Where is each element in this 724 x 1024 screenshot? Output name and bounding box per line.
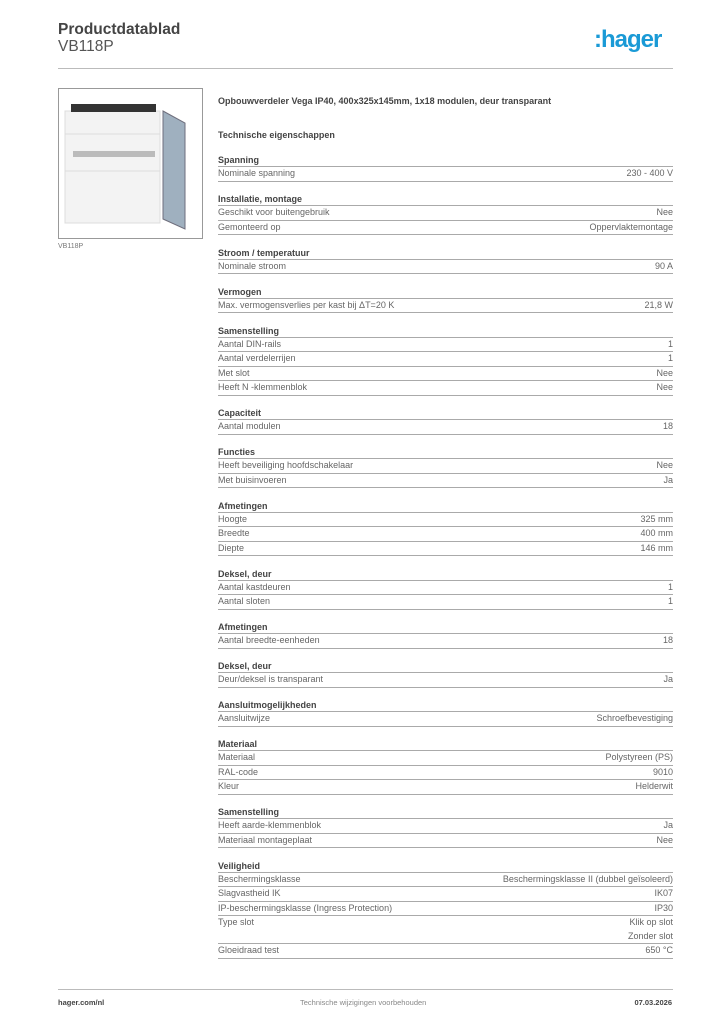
property-value: Oppervlaktemontage [589, 221, 673, 232]
property-section [218, 620, 673, 649]
table-row [218, 595, 673, 610]
table-row [218, 902, 673, 917]
section-heading: Stroom / temperatuur [218, 246, 673, 260]
footer-note: Technische wijzigingen voorbehouden [300, 998, 427, 1007]
table-row [218, 474, 673, 489]
property-label: Nominale stroom [218, 260, 287, 271]
page-title: Productdatablad [58, 21, 181, 38]
product-description: Opbouwverdeler Vega IP40, 400x325x145mm, 1x18 modulen, deur transparant [218, 96, 552, 106]
property-section [218, 285, 673, 314]
section-heading: Samenstelling [218, 805, 673, 819]
property-section [218, 737, 673, 795]
property-value: 230 - 400 V [626, 168, 673, 178]
property-value: 1 [667, 581, 673, 592]
properties-table [218, 153, 673, 969]
property-label: Materiaal [218, 752, 256, 762]
property-label: Gloeidraad test [218, 945, 280, 955]
property-label: Beschermingsklasse [218, 873, 301, 884]
table-row [218, 887, 673, 902]
property-label: Heeft N -klemmenblok [218, 382, 308, 392]
property-value: Helderwit [635, 781, 673, 791]
property-value: 9010 [652, 766, 673, 777]
property-label: Slagvastheid IK [218, 888, 281, 898]
section-heading: Aansluitmogelijkheden [218, 698, 673, 712]
property-section [218, 499, 673, 557]
section-title: Technische eigenschappen [218, 130, 335, 140]
product-code: VB118P [58, 38, 114, 55]
property-label: Deur/deksel is transparant [218, 674, 324, 684]
property-value: 18 [662, 635, 673, 645]
table-row [218, 766, 673, 781]
image-caption: VB118P [58, 243, 84, 250]
property-value: Polystyreen (PS) [605, 752, 673, 762]
property-value: Nee [656, 382, 673, 392]
header-divider [58, 68, 673, 69]
table-row [218, 459, 673, 474]
property-value: 1 [667, 596, 673, 606]
property-value: 325 mm [640, 513, 673, 524]
table-row [218, 527, 673, 542]
property-label: Met slot [218, 367, 250, 378]
table-row [218, 673, 673, 688]
property-value: IP30 [654, 902, 673, 913]
property-value: 18 [662, 421, 673, 431]
hager-logo: :hager [594, 26, 662, 53]
table-row [218, 338, 673, 353]
section-heading: Afmetingen [218, 620, 673, 634]
property-label: Aantal kastdeuren [218, 581, 291, 592]
property-section [218, 445, 673, 488]
property-value: Klik op slot Zonder slot [627, 917, 673, 941]
property-value: Beschermingsklasse II (dubbel geïsoleerd) [502, 873, 673, 884]
property-value: 90 A [654, 260, 673, 271]
section-heading: Installatie, montage [218, 192, 673, 206]
property-label: Nominale spanning [218, 168, 296, 178]
section-heading: Spanning [218, 153, 673, 167]
table-row [218, 834, 673, 849]
property-value: 21,8 W [644, 299, 673, 310]
section-heading: Materiaal [218, 737, 673, 751]
footer-site[interactable]: hager.com/nl [58, 998, 105, 1007]
table-row [218, 352, 673, 367]
footer-divider [58, 989, 673, 990]
property-value: 146 mm [640, 542, 673, 553]
section-heading: Capaciteit [218, 406, 673, 420]
property-label: Geschikt voor buitengebruik [218, 207, 330, 217]
table-row [218, 873, 673, 888]
property-section [218, 859, 673, 959]
property-value: Ja [663, 820, 673, 830]
property-section [218, 659, 673, 688]
property-section [218, 246, 673, 275]
property-value: Schroefbevestiging [596, 713, 673, 723]
property-value: 650 °C [645, 945, 673, 955]
table-row [218, 381, 673, 396]
property-value: 1 [667, 338, 673, 349]
table-row [218, 916, 673, 944]
property-label: Aantal modulen [218, 421, 281, 431]
table-row [218, 206, 673, 221]
table-row [218, 260, 673, 275]
property-section [218, 324, 673, 396]
table-row [218, 513, 673, 528]
section-heading: Veiligheid [218, 859, 673, 873]
table-row [218, 751, 673, 766]
property-label: Aantal breedte-eenheden [218, 635, 320, 645]
property-section [218, 406, 673, 435]
table-row [218, 420, 673, 435]
property-label: Kleur [218, 781, 240, 791]
table-row [218, 167, 673, 182]
property-label: RAL-code [218, 766, 259, 777]
section-heading: Samenstelling [218, 324, 673, 338]
property-label: Aansluitwijze [218, 713, 271, 723]
property-section [218, 567, 673, 610]
property-label: Gemonteerd op [218, 221, 281, 232]
table-row [218, 299, 673, 314]
property-label: Breedte [218, 528, 250, 538]
table-row [218, 944, 673, 959]
table-row [218, 542, 673, 557]
property-label: Diepte [218, 542, 245, 553]
property-label: Aantal DIN-rails [218, 338, 282, 349]
property-value: 1 [667, 353, 673, 363]
property-section [218, 153, 673, 182]
property-label: Met buisinvoeren [218, 474, 287, 485]
property-section [218, 192, 673, 235]
property-label: Heeft beveiliging hoofdschakelaar [218, 460, 354, 470]
property-label: Materiaal montageplaat [218, 834, 313, 845]
property-label: Aantal verdelerrijen [218, 353, 296, 363]
property-label: Max. vermogensverlies per kast bij ΔT=20 K [218, 299, 395, 310]
property-section [218, 805, 673, 848]
property-label: IP-beschermingsklasse (Ingress Protection) [218, 902, 393, 913]
property-value: Ja [663, 674, 673, 684]
footer-date: 07.03.2026 [634, 998, 672, 1007]
property-value: Nee [656, 834, 673, 845]
property-section [218, 698, 673, 727]
property-value: Nee [656, 460, 673, 470]
table-row [218, 819, 673, 834]
table-row [218, 780, 673, 795]
property-value: IK07 [654, 888, 673, 898]
section-heading: Deksel, deur [218, 567, 673, 581]
table-row [218, 581, 673, 596]
table-row [218, 634, 673, 649]
property-label: Type slot [218, 917, 255, 927]
property-label: Hoogte [218, 513, 248, 524]
table-row [218, 712, 673, 727]
property-label: Heeft aarde-klemmenblok [218, 820, 322, 830]
section-heading: Deksel, deur [218, 659, 673, 673]
product-image [58, 88, 203, 239]
property-value: Nee [656, 367, 673, 378]
section-heading: Afmetingen [218, 499, 673, 513]
section-heading: Functies [218, 445, 673, 459]
table-row [218, 367, 673, 382]
property-label: Aantal sloten [218, 596, 271, 606]
property-value: 400 mm [640, 528, 673, 538]
section-heading: Vermogen [218, 285, 673, 299]
property-value: Ja [663, 474, 673, 485]
table-row [218, 221, 673, 236]
property-value: Nee [656, 207, 673, 217]
